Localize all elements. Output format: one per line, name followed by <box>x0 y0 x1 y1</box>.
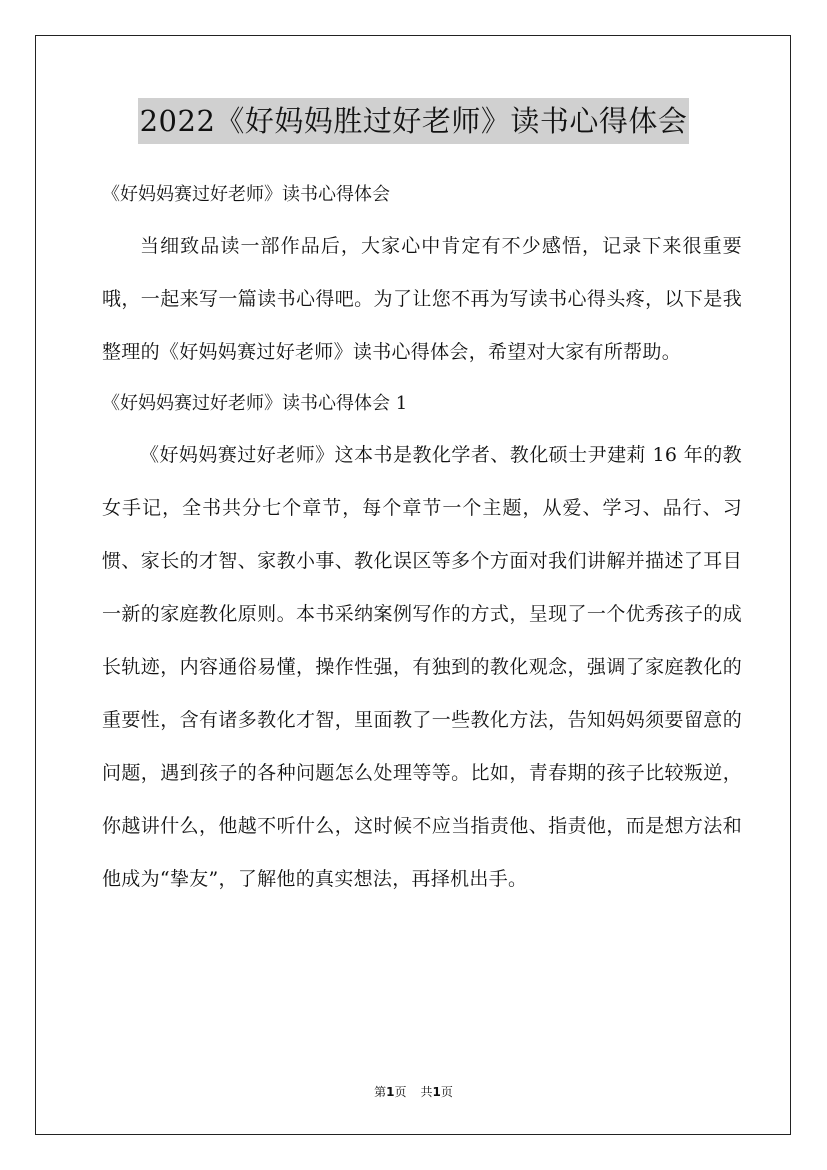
footer-total-prefix: 共 <box>420 1085 433 1099</box>
footer-total-number: 1 <box>432 1085 441 1099</box>
footer-page-prefix: 第 <box>374 1085 387 1099</box>
title-container <box>0 98 827 144</box>
intro-paragraph: 当细致品读一部作品后，大家心中肯定有不少感悟，记录下来很重要哦，一起来写一篇读书心得吧。为了让您不再为写读书心得头疼，以下是我整理的《好妈妈赛过好老师》读书心得体会，希望对大家有所帮助。 <box>102 235 742 363</box>
document-title: 2022《好妈妈胜过好老师》读书心得体会 <box>138 98 690 144</box>
section-heading: 《好妈妈赛过好老师》读书心得体会 1 <box>102 393 408 414</box>
footer-page-suffix: 页 <box>394 1085 407 1099</box>
section-paragraph: 《好妈妈赛过好老师》这本书是教化学者、教化硕士尹建莉 16 年的教女手记，全书共分七个章节，每个章节一个主题，从爱、学习、品行、习惯、家长的才智、家教小事、教化误区等多个方面对我们讲解并描述了耳目一新的家庭教化原则。本书采纳案例写作的方式，呈现了一个优秀孩子的成长轨迹，内容通俗易懂，操作性强，有独到的教化观念，强调了家庭教化的重要性，含有诸多教化才智，里面教了一些教化方法，告知妈妈须要留意的问题，遇到孩子的各种问题怎么处理等等。比如，青春期的孩子比较叛逆，你越讲什么，他越不听什么，这时候不应当指责他、指责他，而是想方法和他成为“挚友”，了解他的真实想法，再择机出手。 <box>102 444 742 890</box>
document-subtitle: 《好妈妈赛过好老师》读书心得体会 <box>102 184 390 205</box>
footer-total-suffix: 页 <box>440 1085 453 1099</box>
footer-page-number: 1 <box>386 1085 395 1099</box>
page-footer <box>0 1082 827 1102</box>
document-body <box>102 170 742 906</box>
